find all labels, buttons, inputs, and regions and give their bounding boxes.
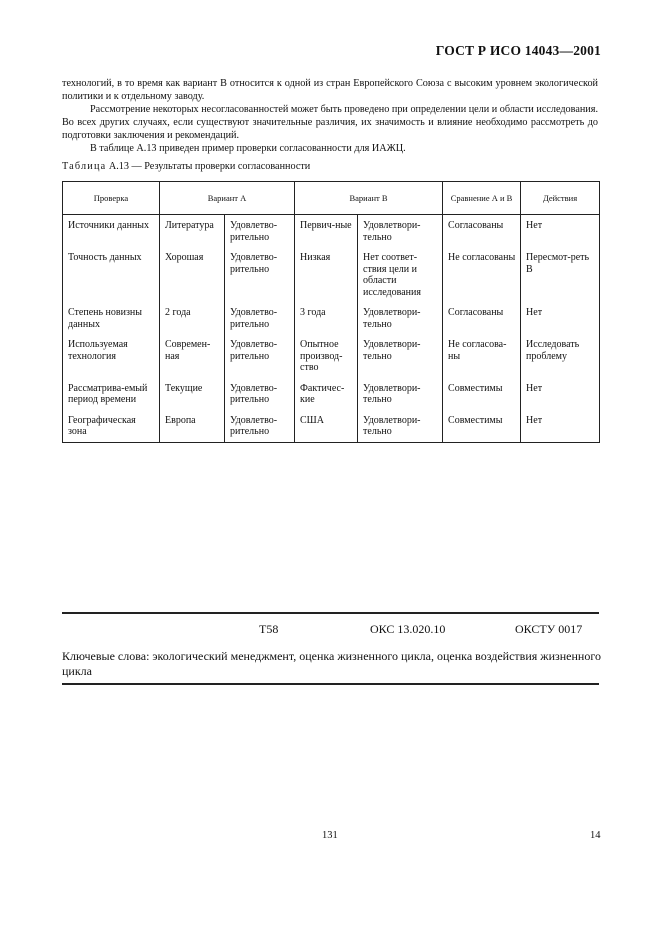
table-row bbox=[63, 378, 600, 410]
cell-a-eval: Удовлетво-рительно bbox=[225, 410, 295, 443]
cell-action: Исследовать проблему bbox=[521, 334, 600, 378]
cell-b-data: Фактичес-кие bbox=[295, 378, 358, 410]
classification-code-oks: ОКС 13.020.10 bbox=[370, 622, 446, 636]
body-text bbox=[62, 77, 598, 155]
page-number-left: 131 bbox=[322, 830, 338, 841]
cell-action: Нет bbox=[521, 215, 600, 248]
cell-action: Нет bbox=[521, 302, 600, 334]
footer-rule-bottom bbox=[62, 683, 599, 685]
cell-a-eval: Удовлетво-рительно bbox=[225, 247, 295, 302]
col-header-check: Проверка bbox=[63, 182, 160, 215]
cell-check: Источники данных bbox=[63, 215, 160, 248]
col-header-variant-b: Вариант В bbox=[295, 182, 443, 215]
cell-a-data: Текущие bbox=[160, 378, 225, 410]
col-header-actions: Действия bbox=[521, 182, 600, 215]
cell-comparison: Не согласова-ны bbox=[443, 334, 521, 378]
cell-a-eval: Удовлетво-рительно bbox=[225, 334, 295, 378]
page-number-right: 14 bbox=[590, 830, 601, 841]
cell-b-data: Низкая bbox=[295, 247, 358, 302]
cell-b-eval: Нет соответ-ствия цели и области исследования bbox=[358, 247, 443, 302]
cell-b-eval: Удовлетвори-тельно bbox=[358, 215, 443, 248]
col-header-variant-a: Вариант А bbox=[160, 182, 295, 215]
keywords-line: Ключевые слова: экологический менеджмент, оценка жизненного цикла, оценка воздействия жизненного цикла bbox=[62, 649, 601, 678]
classification-code-t58: Т58 bbox=[259, 622, 279, 636]
table-header-row bbox=[63, 182, 600, 215]
cell-check: Географическая зона bbox=[63, 410, 160, 443]
cell-action: Пересмот-реть В bbox=[521, 247, 600, 302]
table-caption bbox=[62, 161, 310, 172]
col-header-comparison: Сравнение А и В bbox=[443, 182, 521, 215]
cell-comparison: Не согласованы bbox=[443, 247, 521, 302]
classification-code-okstu: ОКСТУ 0017 bbox=[515, 622, 583, 636]
document-header: ГОСТ Р ИСО 14043—2001 bbox=[435, 43, 601, 58]
cell-check: Степень новизны данных bbox=[63, 302, 160, 334]
cell-comparison: Совместимы bbox=[443, 378, 521, 410]
cell-comparison: Совместимы bbox=[443, 410, 521, 443]
cell-a-eval: Удовлетво-рительно bbox=[225, 378, 295, 410]
cell-a-data: Хорошая bbox=[160, 247, 225, 302]
table-row bbox=[63, 334, 600, 378]
cell-b-eval: Удовлетвори-тельно bbox=[358, 410, 443, 443]
cell-b-data: 3 года bbox=[295, 302, 358, 334]
cell-b-data: Опытное производ-ство bbox=[295, 334, 358, 378]
paragraph-2: Рассмотрение некоторых несогласованностей может быть проведено при определении цели и области исследования. Во всех других случаях, если существуют значительные различия, их значимость и влияние необходимо рассмотреть до подготовки заключения и рекомендаций. bbox=[62, 104, 598, 141]
cell-b-eval: Удовлетвори-тельно bbox=[358, 378, 443, 410]
cell-check: Точность данных bbox=[63, 247, 160, 302]
table-caption-word: Таблица bbox=[62, 161, 107, 172]
cell-b-data: Первич-ные bbox=[295, 215, 358, 248]
cell-b-data: США bbox=[295, 410, 358, 443]
cell-a-data: Европа bbox=[160, 410, 225, 443]
cell-b-eval: Удовлетвори-тельно bbox=[358, 334, 443, 378]
cell-action: Нет bbox=[521, 378, 600, 410]
cell-comparison: Согласованы bbox=[443, 215, 521, 248]
cell-action: Нет bbox=[521, 410, 600, 443]
table-row bbox=[63, 215, 600, 248]
paragraph-3: В таблице А.13 приведен пример проверки согласованности для ИАЖЦ. bbox=[90, 143, 406, 154]
cell-a-eval: Удовлетво-рительно bbox=[225, 215, 295, 248]
consistency-table bbox=[62, 181, 600, 443]
cell-comparison: Согласованы bbox=[443, 302, 521, 334]
cell-a-data: Современ-ная bbox=[160, 334, 225, 378]
table-row bbox=[63, 410, 600, 443]
cell-check: Рассматрива-емый период времени bbox=[63, 378, 160, 410]
table-row bbox=[63, 302, 600, 334]
cell-check: Используемая технология bbox=[63, 334, 160, 378]
cell-a-eval: Удовлетво-рительно bbox=[225, 302, 295, 334]
table-row bbox=[63, 247, 600, 302]
cell-a-data: Литература bbox=[160, 215, 225, 248]
cell-b-eval: Удовлетвори-тельно bbox=[358, 302, 443, 334]
cell-a-data: 2 года bbox=[160, 302, 225, 334]
table-caption-text: А.13 — Результаты проверки согласованности bbox=[108, 161, 311, 172]
footer-rule-top bbox=[62, 612, 599, 614]
paragraph-1: технологий, в то время как вариант В относится к одной из стран Европейского Союза с высоким уровнем экологической политики и к отдельному заводу. bbox=[62, 78, 598, 102]
